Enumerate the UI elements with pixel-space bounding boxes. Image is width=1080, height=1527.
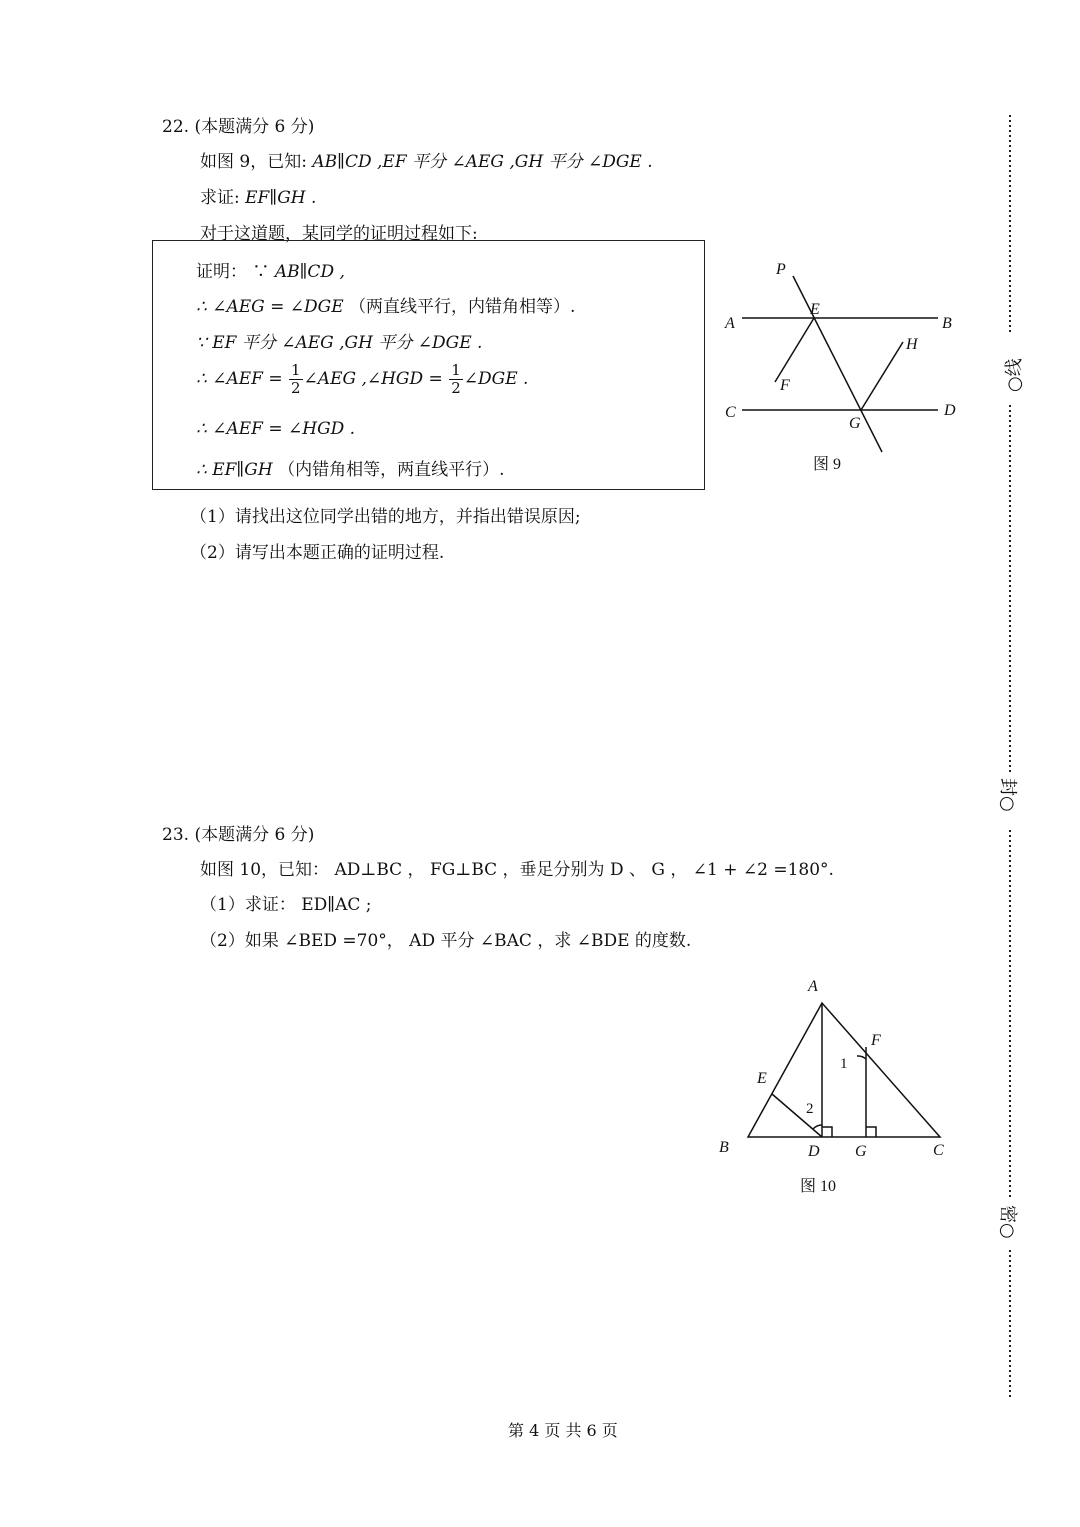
angle-2-arc xyxy=(813,1125,822,1129)
figure-9 xyxy=(715,255,975,485)
label-e: E xyxy=(757,1070,767,1087)
q23-sub1: （1）求证： ED∥AC ; xyxy=(200,895,372,915)
figure-10 xyxy=(705,970,965,1205)
label-p: P xyxy=(776,261,786,278)
proof-line-1-math: AB∥CD , xyxy=(274,262,345,282)
proof-line-4-b: ∠AEG ,∠HGD = xyxy=(303,369,449,389)
label-a: A xyxy=(808,978,818,995)
proof-line-5 xyxy=(196,419,355,439)
label-a: A xyxy=(725,315,735,332)
figure-9-caption: 图 9 xyxy=(813,456,842,473)
proof-line-2-reason: （两直线平行，内错角相等）. xyxy=(349,297,576,317)
q22-intro: 对于这道题，某同学的证明过程如下: xyxy=(200,224,478,244)
proof-line-3 xyxy=(196,328,482,353)
proof-line-5-math: ∴ ∠AEF = ∠HGD . xyxy=(196,419,356,439)
right-angle-g xyxy=(866,1127,876,1137)
line-pg xyxy=(793,276,882,452)
label-h: H xyxy=(906,336,918,353)
segment-ed xyxy=(772,1094,822,1137)
proof-line-2 xyxy=(196,292,575,317)
label-d: D xyxy=(944,402,956,419)
proof-line-4-a: ∴ ∠AEF = xyxy=(196,369,288,389)
label-f: F xyxy=(871,1032,881,1049)
q22-given-math: AB∥CD ,EF 平分 ∠AEG ,GH 平分 ∠DGE . xyxy=(312,152,653,172)
margin-label-feng: 封○ xyxy=(997,778,1018,812)
label-b: B xyxy=(719,1139,729,1156)
label-g: G xyxy=(849,415,861,432)
fraction-numerator: 1 xyxy=(291,361,301,379)
q22-given-prefix: 如图 9，已知: xyxy=(200,152,313,172)
q22-given xyxy=(200,147,653,172)
label-g: G xyxy=(855,1143,867,1160)
fraction-numerator: 1 xyxy=(451,361,461,379)
proof-line-4 xyxy=(196,362,528,397)
proof-line-1 xyxy=(196,257,345,282)
label-f: F xyxy=(780,377,790,394)
q22-prove-math: EF∥GH . xyxy=(245,188,317,208)
fraction-denominator: 2 xyxy=(291,379,301,397)
angle-1-arc xyxy=(857,1056,866,1059)
label-c: C xyxy=(933,1142,944,1159)
label-d: D xyxy=(808,1143,820,1160)
fraction-half-2 xyxy=(449,362,463,397)
proof-line-6 xyxy=(196,455,505,480)
q22-sub1: （1）请找出这位同学出错的地方，并指出错误原因; xyxy=(190,507,581,527)
fraction-half-1 xyxy=(289,362,303,397)
label-e: E xyxy=(810,301,820,318)
q22-prove-prefix: 求证: xyxy=(200,188,246,208)
proof-line-1-prefix: 证明： ∵ xyxy=(196,262,275,282)
q23-given: 如图 10，已知： AD⊥BC ， FG⊥BC ，垂足分别为 D 、 G ， ∠1 + ∠2 =180°. xyxy=(200,860,834,880)
angle-2-label: 2 xyxy=(806,1101,814,1117)
label-c: C xyxy=(725,404,736,421)
q22-prove xyxy=(200,183,316,208)
right-angle-d xyxy=(822,1127,832,1137)
angle-1-label: 1 xyxy=(840,1056,848,1072)
fraction-denominator: 2 xyxy=(451,379,461,397)
q22-sub2: （2）请写出本题正确的证明过程. xyxy=(190,543,445,563)
proof-line-6-math: ∴ EF∥GH xyxy=(196,460,279,480)
proof-line-2-math: ∴ ∠AEG = ∠DGE xyxy=(196,297,350,317)
ray-ef xyxy=(775,318,814,382)
label-b: B xyxy=(942,315,952,332)
margin-label-xian: ○线 xyxy=(1004,358,1025,392)
margin-label-mi: 密○ xyxy=(997,1205,1018,1239)
figure-10-caption: 图 10 xyxy=(800,1178,837,1195)
ray-gh xyxy=(861,342,903,410)
page-footer: 第 4 页 共 6 页 xyxy=(508,1421,618,1440)
proof-line-3-math: ∵ EF 平分 ∠AEG ,GH 平分 ∠DGE . xyxy=(196,333,483,353)
proof-line-4-c: ∠DGE . xyxy=(463,369,529,389)
q23-header: 23. (本题满分 6 分) xyxy=(162,825,315,845)
q23-sub2: （2）如果 ∠BED =70°， AD 平分 ∠BAC ，求 ∠BDE 的度数. xyxy=(200,931,692,951)
q22-header: 22. (本题满分 6 分) xyxy=(162,117,315,137)
proof-line-6-reason: （内错角相等，两直线平行）. xyxy=(278,460,505,480)
